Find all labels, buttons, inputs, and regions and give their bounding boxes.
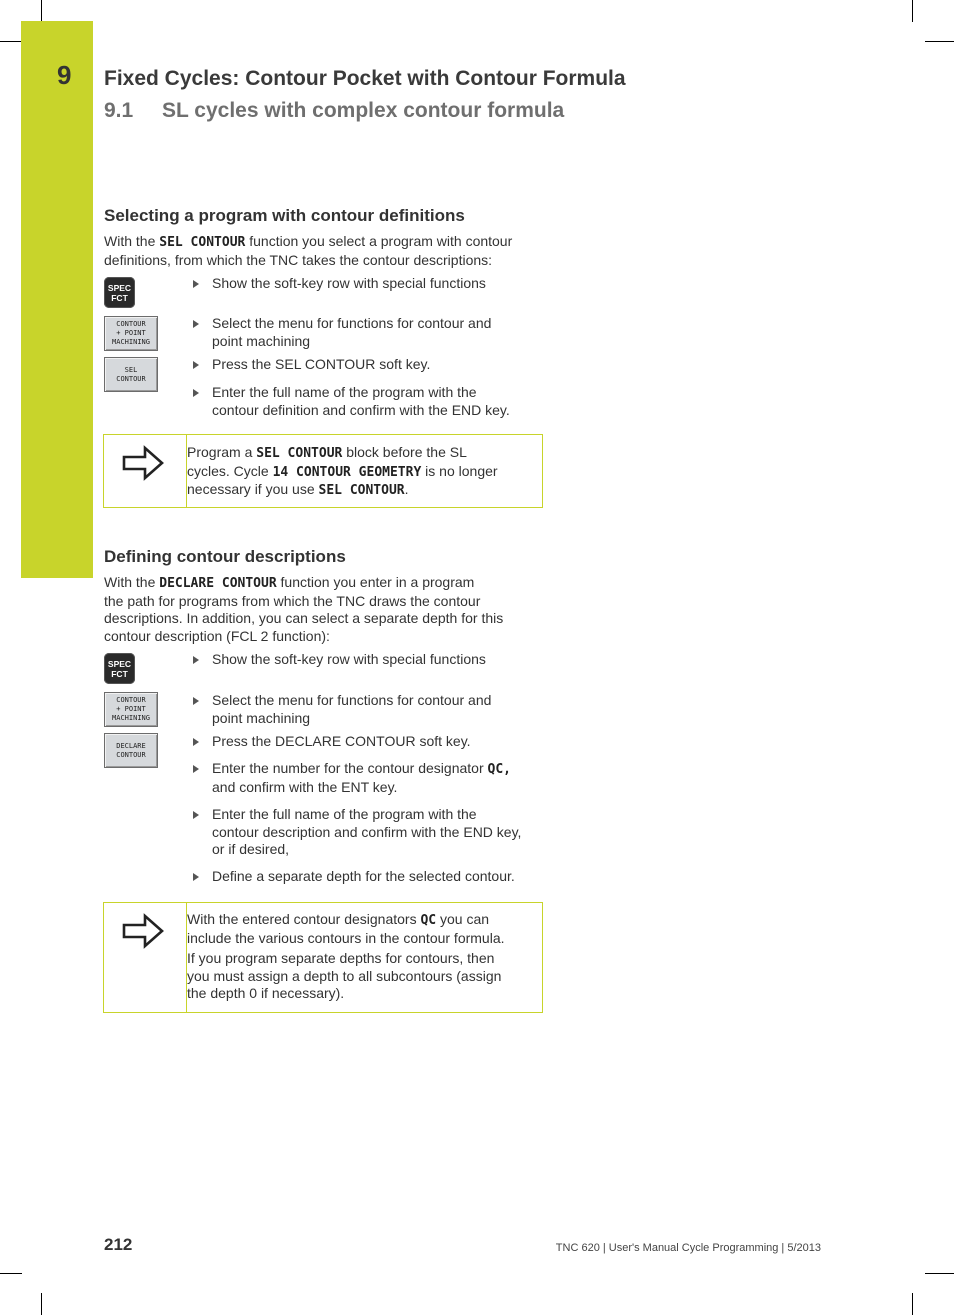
spec-fct-key: SPEC FCT	[104, 653, 135, 684]
arrow-right-icon	[121, 911, 165, 951]
section-number: 9.1	[104, 99, 134, 122]
step-item: Show the soft-key row with special functions	[193, 651, 538, 669]
note-box	[103, 902, 543, 1013]
step-item: Enter the full name of the program with the contour definition and confirm with the END key.	[193, 384, 538, 419]
step-item: Show the soft-key row with special functions	[193, 275, 538, 293]
page-number: 212	[104, 1235, 133, 1254]
step-item: Press the DECLARE CONTOUR soft key.	[193, 733, 538, 751]
note-text: Program a SEL CONTOUR block before the SL cycles. Cycle 14 CONTOUR GEOMETRY is no longer necessary if you use SEL CONTOUR.	[187, 444, 498, 498]
bullet-triangle-icon	[193, 320, 199, 328]
step-item: Select the menu for functions for contour and point machining	[193, 315, 538, 350]
intro-paragraph: With the SEL CONTOUR function you select a program with contour definitions, from which the TNC takes the contour descriptions:	[104, 233, 513, 268]
step-item: Enter the full name of the program with the contour description and confirm with the END key, or if desired,	[193, 806, 538, 859]
spec-fct-key: SPEC FCT	[104, 277, 135, 308]
crop-mark	[41, 1293, 42, 1315]
chapter-number: 9	[57, 60, 72, 90]
bullet-triangle-icon	[193, 361, 199, 369]
bullet-triangle-icon	[193, 280, 199, 288]
bullet-triangle-icon	[193, 738, 199, 746]
contour-point-machining-softkey: CONTOUR + POINT MACHINING	[104, 692, 158, 727]
bullet-triangle-icon	[193, 765, 199, 773]
crop-mark	[0, 1273, 22, 1274]
section-heading: Defining contour descriptions	[104, 547, 346, 566]
step-item: Press the SEL CONTOUR soft key.	[193, 356, 538, 374]
crop-mark	[912, 1293, 913, 1315]
crop-mark	[925, 41, 954, 42]
arrow-right-icon	[121, 443, 165, 483]
step-item: Enter the number for the contour designator QC, and confirm with the ENT key.	[193, 760, 538, 796]
note-text: With the entered contour designators QC you can include the various contours in the contour formula.	[187, 911, 505, 946]
step-item: Select the menu for functions for contour and point machining	[193, 692, 538, 727]
sel-contour-softkey: SEL CONTOUR	[104, 357, 158, 392]
crop-mark	[912, 0, 913, 22]
crop-mark	[925, 1273, 954, 1274]
crop-mark	[41, 0, 42, 22]
declare-contour-softkey: DECLARE CONTOUR	[104, 733, 158, 768]
chapter-title: Fixed Cycles: Contour Pocket with Contour Formula	[104, 67, 626, 90]
note-text: If you program separate depths for contours, then you must assign a depth to all subcontours (assign the depth 0 if necessary).	[187, 950, 502, 1001]
chapter-band	[21, 21, 93, 578]
bullet-triangle-icon	[193, 697, 199, 705]
contour-point-machining-softkey: CONTOUR + POINT MACHINING	[104, 316, 158, 351]
footer-text: TNC 620 | User's Manual Cycle Programming | 5/2013	[555, 1242, 821, 1254]
bullet-triangle-icon	[193, 656, 199, 664]
step-item: Define a separate depth for the selected contour.	[193, 868, 538, 886]
intro-paragraph: With the DECLARE CONTOUR function you enter in a program the path for programs from which the TNC draws the contour descriptions. In addition, you can select a separate depth for this contour description (FCL 2 function):	[104, 574, 504, 644]
crop-mark	[0, 41, 22, 42]
bullet-triangle-icon	[193, 389, 199, 397]
section-title: SL cycles with complex contour formula	[162, 99, 565, 122]
bullet-triangle-icon	[193, 811, 199, 819]
note-box	[103, 434, 543, 508]
section-heading: Selecting a program with contour definitions	[104, 206, 465, 225]
bullet-triangle-icon	[193, 873, 199, 881]
